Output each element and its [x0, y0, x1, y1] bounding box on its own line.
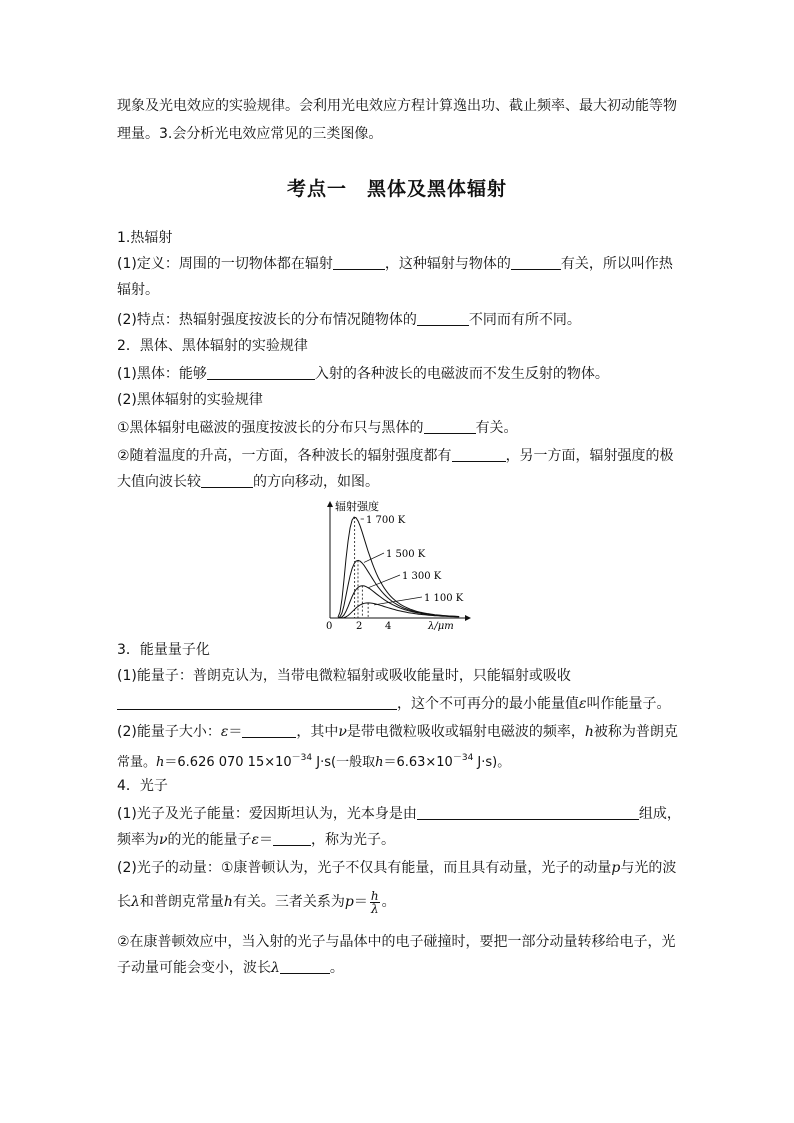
fill-blank: [452, 447, 506, 462]
fill-blank: [417, 805, 639, 820]
fill-blank: [417, 311, 469, 326]
series-label: 1 100 K: [424, 593, 464, 604]
quanta-line-1: (1)能量子：普朗克认为，当带电微粒辐射或吸收能量时，只能辐射或吸收: [117, 668, 571, 684]
blackbody-radiation-chart: [318, 496, 476, 632]
photon-line-1: (1)光子及光子能量：爱因斯坦认为，光本身是由 组成，: [117, 806, 681, 822]
intro-line-2: 理量。3.会分析光电效应常见的三类图像。: [117, 126, 383, 142]
photon-line-2: 频率为ν的光的能量子ε＝ ，称为光子。: [117, 832, 396, 848]
intro-line-1: 现象及光电效应的实验规律。会利用光电效应方程计算逸出功、截止频率、最大初动能等物: [117, 98, 677, 114]
planck-constant-line: 常量。h＝6.626 070 $15\times 10^{-34}$ J·s(一般取$h=6.63\times 10^{-34}$ J·s)。: [117, 753, 511, 770]
thermal-definition-line: (1)定义：周围的一切物体都在辐射 ，这种辐射与物体的 有关，所以叫作热: [117, 256, 673, 272]
fill-blank: [207, 365, 315, 380]
series-label: 1 500 K: [386, 549, 426, 560]
photon-momentum-line-2: 长λ和普朗克常量h有关。三者关系为p＝ $\frac{h}{\lambda}$ 。: [117, 888, 396, 916]
x-tick-label: 2: [356, 621, 363, 632]
heading-quantization: 3．能量量子化: [117, 642, 210, 658]
blackbody-definition-line: (1)黑体：能够 入射的各种波长的电磁波而不发生反射的物体。: [117, 366, 609, 382]
thermal-feature-line: (2)特点：热辐射强度按波长的分布情况随物体的 不同而有所不同。: [117, 312, 581, 328]
section-title: 考点一 黑体及黑体辐射: [286, 178, 507, 200]
heading-thermal-radiation: 1.热辐射: [117, 230, 173, 246]
series-label-leader: [364, 553, 384, 562]
momentum-fraction: $\frac{h}{\lambda}$: [370, 888, 379, 916]
fill-blank: [280, 959, 330, 974]
quanta-line-2: ，这个不可再分的最小能量值ε叫作能量子。: [117, 694, 671, 714]
series-label: 1 300 K: [402, 571, 442, 582]
photon-momentum-line-1: (2)光子的动量：①康普顿认为，光子不仅具有能量，而且具有动量，光子的动量p与光的波: [117, 860, 677, 876]
compton-line-1: ②在康普顿效应中，当入射的光子与晶体中的电子碰撞时，要把一部分动量转移给电子，光: [117, 934, 676, 950]
fill-blank: [117, 695, 397, 710]
series-label: 1 700 K: [366, 515, 406, 526]
x-axis-label: λ/μm: [428, 621, 454, 632]
blackbody-law-heading: (2)黑体辐射的实验规律: [117, 392, 263, 408]
fill-blank: [333, 255, 385, 270]
heading-blackbody: 2．黑体、黑体辐射的实验规律: [117, 338, 308, 354]
heading-photon: 4．光子: [117, 778, 168, 794]
x-tick-label: 4: [385, 621, 392, 632]
series-label-leader: [368, 575, 400, 588]
blackbody-law-2: ②随着温度的升高，一方面，各种波长的辐射强度都有 ，另一方面，辐射强度的极: [117, 448, 674, 464]
x-tick-label: 0: [326, 621, 333, 632]
thermal-definition-cont: 辐射。: [117, 282, 159, 298]
compton-line-2: 子动量可能会变小，波长λ 。: [117, 960, 344, 976]
fill-blank: [511, 255, 561, 270]
quanta-size-line: (2)能量子大小：ε＝ ，其中ν是带电微粒吸收或辐射电磁波的频率，h被称为普朗克: [117, 724, 678, 740]
fill-blank: [201, 473, 253, 488]
blackbody-law-2-cont: 大值向波长较 的方向移动，如图。: [117, 474, 379, 490]
blackbody-law-1: ①黑体辐射电磁波的强度按波长的分布只与黑体的 有关。: [117, 420, 518, 436]
fill-blank: [242, 723, 296, 738]
y-axis-label: 辐射强度: [335, 500, 379, 513]
fill-blank: [273, 831, 311, 846]
fill-blank: [424, 419, 476, 434]
